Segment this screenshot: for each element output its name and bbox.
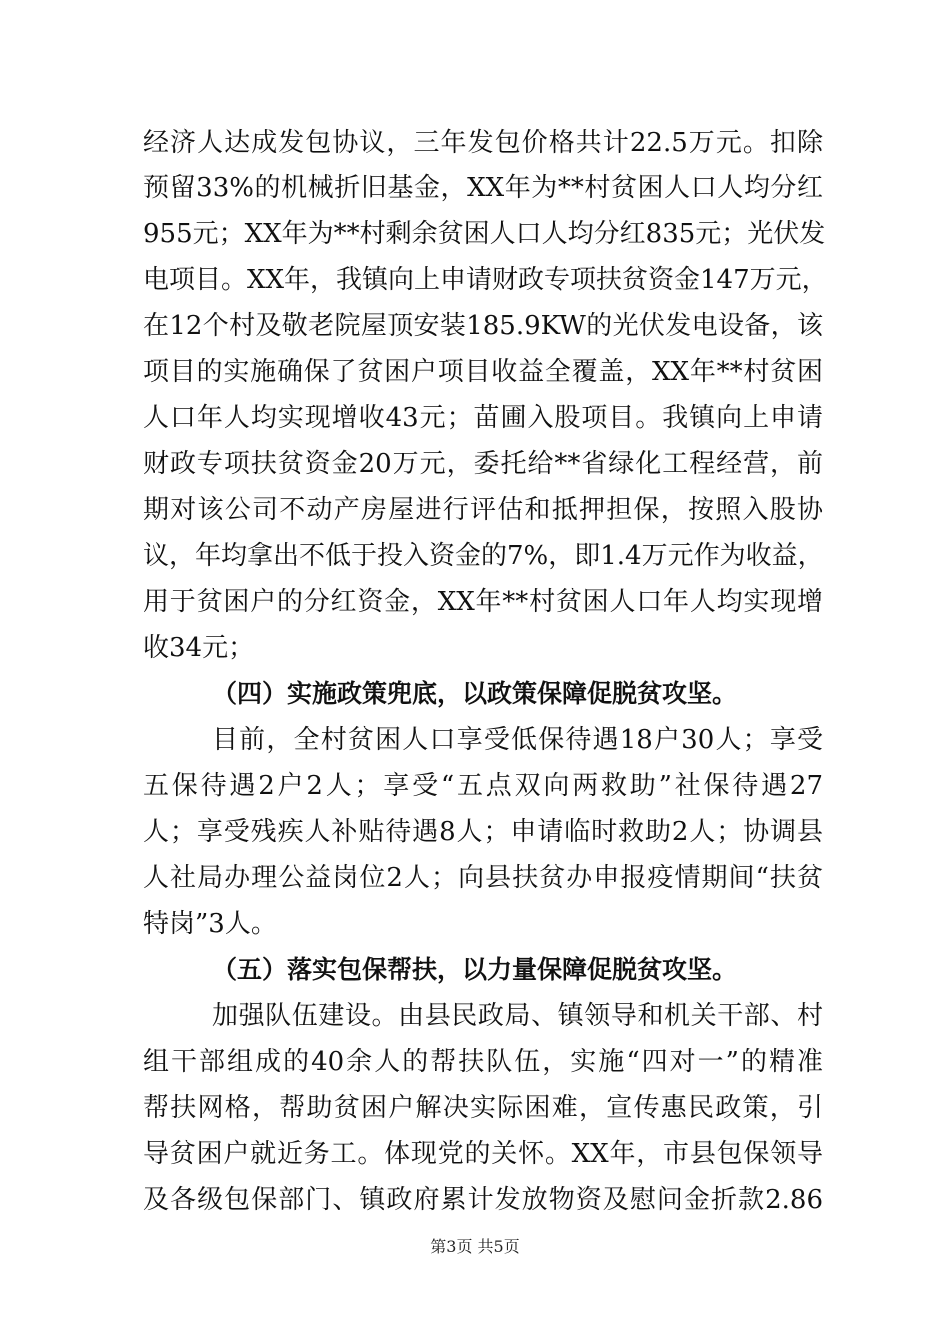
body-text-line: 人口年人均实现增收43元；苗圃入股项目。我镇向上申请 [143, 403, 823, 433]
body-text-line: 目前，全村贫困人口享受低保待遇18户30人；享受 [212, 725, 823, 755]
body-text-line: 人社局办理公益岗位2人；向县扶贫办申报疫情期间“扶贫 [143, 863, 823, 893]
body-text-line: 帮扶网格，帮助贫困户解决实际困难，宣传惠民政策，引 [143, 1093, 823, 1123]
page-number-footer: 第3页 共5页 [430, 1237, 520, 1256]
body-text-line: 导贫困户就近务工。体现党的关怀。XX年，市县包保领导 [143, 1139, 823, 1169]
body-text-line: 人；享受残疾人补贴待遇8人；申请临时救助2人；协调县 [143, 817, 823, 847]
body-text-line: 期对该公司不动产房屋进行评估和抵押担保，按照入股协 [143, 495, 823, 525]
body-text-line: 955元；XX年为**村剩余贫困人口人均分红835元；光伏发 [143, 219, 826, 249]
body-text-line: 用于贫困户的分红资金，XX年**村贫困人口年人均实现增 [143, 587, 823, 617]
body-text-line: 电项目。XX年，我镇向上申请财政专项扶贫资金147万元， [143, 265, 828, 295]
body-text-line: 及各级包保部门、镇政府累计发放物资及慰问金折款2.86 [143, 1185, 823, 1215]
body-text-line: 预留33%的机械折旧基金，XX年为**村贫困人口人均分红 [143, 173, 823, 203]
body-text-line: 加强队伍建设。由县民政局、镇领导和机关干部、村 [212, 1001, 823, 1031]
body-text-line: 特岗”3人。 [143, 909, 277, 939]
body-text-line: 组干部组成的40余人的帮扶队伍，实施“四对一”的精准 [143, 1047, 823, 1077]
body-text-line: 项目的实施确保了贫困户项目收益全覆盖，XX年**村贫困 [143, 357, 823, 387]
section-heading-4: （四）实施政策兜底，以政策保障促脱贫攻坚。 [212, 679, 738, 708]
section-heading-5: （五）落实包保帮扶，以力量保障促脱贫攻坚。 [212, 955, 738, 984]
body-text-line: 五保待遇2户2人；享受“五点双向两救助”社保待遇27 [143, 771, 823, 801]
body-text-line: 议，年均拿出不低于投入资金的7%，即1.4万元作为收益， [143, 541, 824, 571]
body-text-line: 财政专项扶贫资金20万元，委托给**省绿化工程经营，前 [143, 449, 823, 479]
body-text-line: 收34元； [143, 633, 255, 663]
body-text-line: 经济人达成发包协议，三年发包价格共计22.5万元。扣除 [143, 128, 823, 158]
body-text-line: 在12个村及敬老院屋顶安装185.9KW的光伏发电设备，该 [143, 311, 823, 341]
